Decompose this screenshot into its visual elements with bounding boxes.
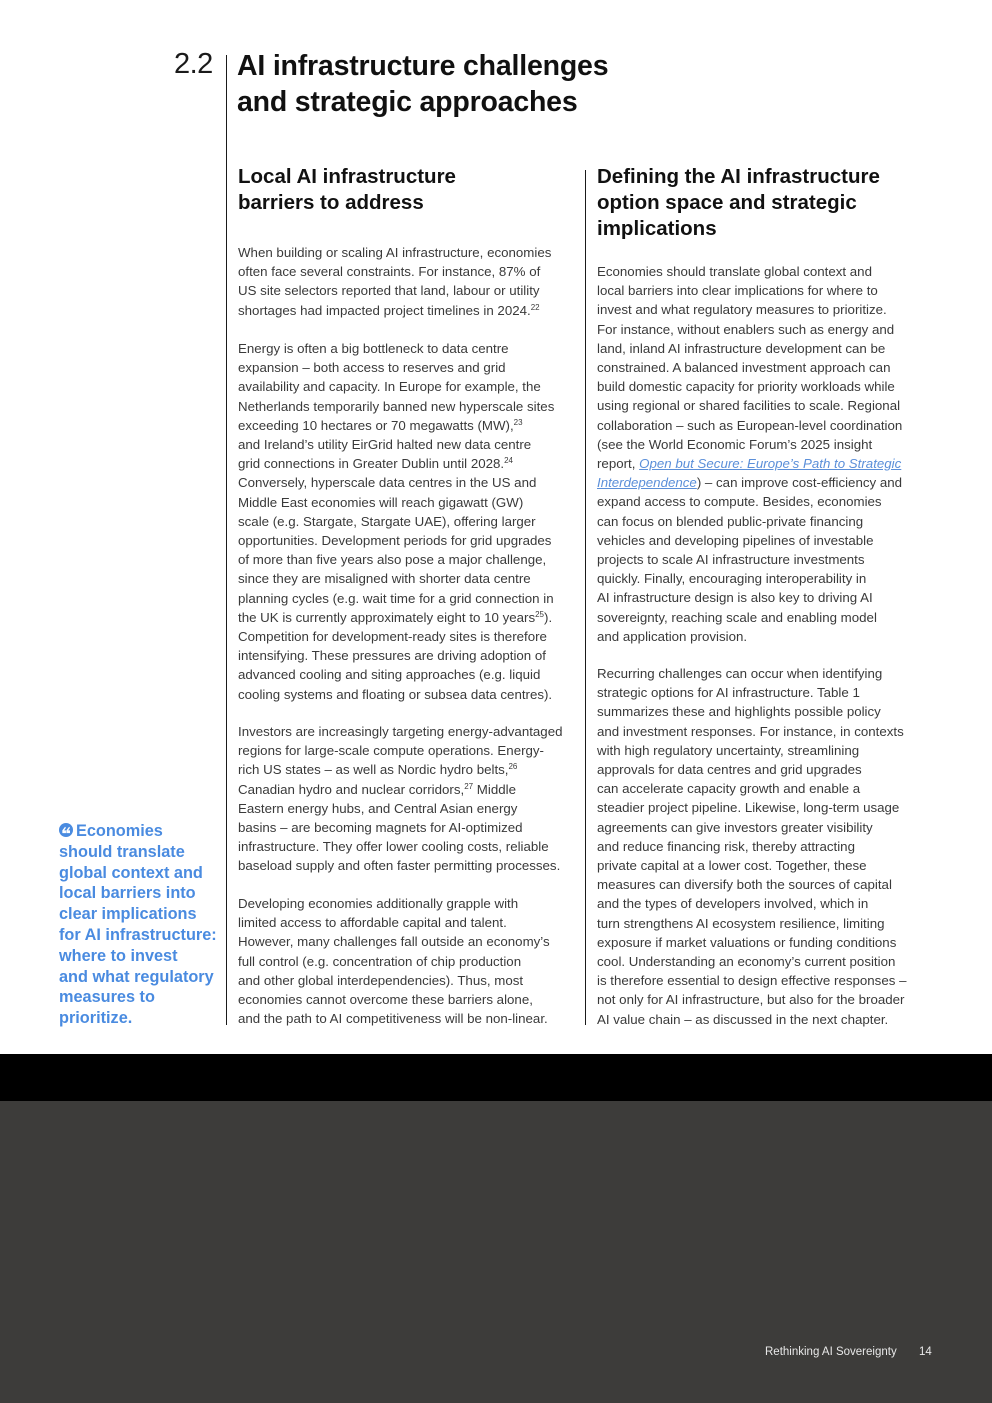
- text-line: exposure if market valuations or funding conditions: [597, 934, 897, 950]
- text-line: collaboration – such as European-level coordination: [597, 417, 903, 433]
- section-title-line: AI infrastructure challenges: [237, 50, 609, 82]
- text-line: However, many challenges fall outside an economy’s: [238, 934, 550, 950]
- text-line: turn strengthens AI ecosystem resilience, limiting: [597, 915, 885, 931]
- text-line: invest and what regulatory measures to prioritize.: [597, 302, 887, 318]
- text-line: basins – are becoming magnets for AI-optimized: [238, 820, 523, 836]
- text-line: full control (e.g. concentration of chip production: [238, 953, 522, 969]
- text-line: Competition for development-ready sites is therefore: [238, 629, 547, 645]
- text: ) – can improve cost-efficiency and: [696, 475, 903, 491]
- text: grid connections in Greater Dublin until 2028.: [238, 456, 505, 472]
- left-paragraph-3: [238, 722, 578, 876]
- text-line: regions for large-scale compute operations. Energy-: [238, 743, 544, 759]
- text-line: vehicles and developing pipelines of investable: [597, 532, 874, 548]
- footnote-ref[interactable]: 27: [464, 781, 474, 791]
- right-paragraph-2: [597, 664, 942, 1029]
- pull-quote-line: [59, 821, 224, 842]
- section-title-line: and strategic approaches: [237, 86, 578, 118]
- text: Economies: [76, 822, 163, 840]
- text: Middle: [473, 781, 516, 797]
- pull-quote-line: should translate: [59, 842, 185, 861]
- heading-line: Defining the AI infrastructure: [597, 165, 880, 188]
- text-line: [238, 454, 578, 473]
- heading-line: implications: [597, 217, 717, 240]
- pull-quote-line: and what regulatory: [59, 967, 214, 986]
- footnote-ref[interactable]: 23: [513, 417, 523, 427]
- text-line: since they are misaligned with shorter data centre: [238, 571, 531, 587]
- quote-icon: [59, 823, 73, 837]
- text-line: agreements can give investors greater visibility: [597, 819, 873, 835]
- left-paragraph-2: [238, 339, 578, 704]
- text-line: Developing economies additionally grapple with: [238, 896, 519, 911]
- text-line: using regional or shared facilities to scale. Regional: [597, 398, 901, 414]
- text-line: scale (e.g. Stargate, Stargate UAE), offering larger: [238, 513, 536, 529]
- text-line: constrained. A balanced investment approach can: [597, 360, 891, 376]
- text-line: and other global interdependencies). Thus, most: [238, 972, 524, 988]
- footnote-ref[interactable]: 25: [535, 609, 545, 619]
- footer-page-number: 14: [919, 1346, 932, 1358]
- column-divider-line: [585, 170, 586, 1025]
- text-line: AI infrastructure design is also key to driving AI: [597, 590, 873, 606]
- left-paragraph-1: [238, 243, 578, 320]
- right-paragraph-1: [597, 262, 942, 646]
- text: report,: [597, 456, 640, 472]
- text-line: limited access to affordable capital and talent.: [238, 915, 507, 931]
- footnote-ref[interactable]: 22: [530, 302, 540, 312]
- text-line: summarizes these and highlights possible policy: [597, 704, 881, 720]
- text-line: intensifying. These pressures are driving adoption of: [238, 648, 546, 664]
- section-number: 2.2: [174, 48, 213, 80]
- text-line: private capital at a lower cost. Together, these: [597, 858, 867, 874]
- text: exceeding 10 hectares or 70 megawatts (MW),: [238, 417, 514, 433]
- text: ).: [544, 609, 553, 625]
- text-line: quickly. Finally, encouraging interoperability in: [597, 571, 867, 587]
- footer-document-title: Rethinking AI Sovereignty: [765, 1346, 897, 1358]
- text: the UK is currently approximately eight to 10 years: [238, 609, 536, 625]
- footnote-ref[interactable]: 26: [508, 762, 518, 772]
- heading-line: option space and strategic: [597, 191, 857, 214]
- text-line: projects to scale AI infrastructure investments: [597, 552, 865, 568]
- text-line: sovereignty, reaching scale and enabling model: [597, 609, 877, 625]
- text-line: (see the World Economic Forum’s 2025 insight: [597, 436, 873, 452]
- left-paragraph-4: [238, 894, 578, 1028]
- text-line: and reduce financing risk, thereby attracting: [597, 838, 855, 854]
- text-line: baseload supply and often faster permitting processes.: [238, 858, 561, 874]
- right-column-heading: [597, 164, 880, 242]
- text-line: can focus on blended public-private financing: [597, 513, 864, 529]
- text-line: advanced cooling and siting approaches (e.g. liquid: [238, 667, 541, 683]
- report-link[interactable]: Interdependence: [597, 475, 697, 491]
- text-line: [238, 780, 578, 799]
- pull-quote-line: where to invest: [59, 946, 178, 965]
- text-line: planning cycles (e.g. wait time for a grid connection in: [238, 590, 554, 606]
- footnote-ref[interactable]: 24: [504, 456, 513, 466]
- text-line: [597, 473, 942, 492]
- report-link[interactable]: Open but Secure: Europe’s Path to Strategic: [639, 456, 902, 472]
- text-line: not only for AI infrastructure, but also for the broader: [597, 992, 905, 1008]
- text-line: [238, 416, 578, 435]
- text-line: land, inland AI infrastructure development can be: [597, 340, 886, 356]
- text-line: availability and capacity. In Europe for example, the: [238, 379, 541, 395]
- left-column-heading: [238, 164, 456, 216]
- text-line: can accelerate capacity growth and enable a: [597, 781, 861, 797]
- text-line: of more than five years also pose a major challenge,: [238, 552, 547, 568]
- text: Canadian hydro and nuclear corridors,: [238, 781, 465, 797]
- text-line: with high regulatory uncertainty, streamlining: [597, 742, 860, 758]
- pull-quote-line: measures to: [59, 988, 155, 1007]
- text-line: and application provision.: [597, 628, 748, 644]
- heading-line: Local AI infrastructure: [238, 165, 456, 188]
- text-line: Energy is often a big bottleneck to data centre: [238, 341, 509, 356]
- section-title: [237, 48, 608, 120]
- text-line: and Ireland’s utility EirGrid halted new data centre: [238, 437, 532, 453]
- black-band: [0, 1054, 992, 1101]
- text-line: is therefore essential to design effective responses –: [597, 973, 907, 989]
- text-line: AI value chain – as discussed in the next chapter.: [597, 1011, 889, 1027]
- text-line: [597, 454, 942, 473]
- pull-quote-line: for AI infrastructure:: [59, 925, 217, 944]
- text-line: cool. Understanding an economy’s current position: [597, 954, 896, 970]
- text-line: Eastern energy hubs, and Central Asian energy: [238, 800, 518, 816]
- text-line: and the types of developers involved, which in: [597, 896, 869, 912]
- text-line: expansion – both access to reserves and grid: [238, 360, 506, 376]
- pull-quote-line: prioritize.: [59, 1009, 133, 1028]
- pull-quote: [59, 821, 224, 1029]
- pull-quote-line: clear implications: [59, 905, 197, 924]
- text-line: US site selectors reported that land, labour or utility: [238, 283, 540, 299]
- text-line: Investors are increasingly targeting energy-advantaged: [238, 724, 563, 739]
- text-line: [238, 760, 578, 779]
- text-line: and the path to AI competitiveness will be non-linear.: [238, 1011, 548, 1027]
- text-line: For instance, without enablers such as energy and: [597, 321, 895, 337]
- text-line: local barriers into clear implications for where to: [597, 283, 878, 299]
- heading-line: barriers to address: [238, 191, 424, 214]
- text-line: When building or scaling AI infrastructure, economies: [238, 245, 552, 260]
- text-line: [238, 301, 578, 320]
- pull-quote-line: local barriers into: [59, 884, 196, 903]
- text-line: measures can diversify both the sources of capital: [597, 877, 892, 893]
- text-line: Netherlands temporarily banned new hyperscale sites: [238, 398, 555, 414]
- text-line: build domestic capacity for priority workloads while: [597, 379, 895, 395]
- text-line: approvals for data centres and grid upgrades: [597, 762, 862, 778]
- text-line: often face several constraints. For instance, 87% of: [238, 264, 541, 280]
- section-divider-line: [226, 55, 227, 1025]
- text-line: and investment responses. For instance, in contexts: [597, 723, 904, 739]
- text-line: economies cannot overcome these barriers alone,: [238, 992, 533, 1008]
- text: shortages had impacted project timelines in 2024.: [238, 302, 531, 318]
- text-line: [238, 608, 578, 627]
- text-line: Conversely, hyperscale data centres in the US and: [238, 475, 537, 491]
- text-line: strategic options for AI infrastructure. Table 1: [597, 685, 860, 701]
- text-line: Economies should translate global context and: [597, 264, 872, 279]
- text-line: steadier project pipeline. Likewise, long-term usage: [597, 800, 900, 816]
- text-line: cooling systems and floating or subsea data centres).: [238, 686, 553, 702]
- text-line: Recurring challenges can occur when identifying: [597, 666, 883, 681]
- text: rich US states – as well as Nordic hydro belts,: [238, 762, 509, 778]
- pull-quote-line: global context and: [59, 863, 203, 882]
- text-line: infrastructure. They offer lower cooling costs, reliable: [238, 839, 549, 855]
- text-line: Middle East economies will reach gigawatt (GW): [238, 494, 524, 510]
- text-line: expand access to compute. Besides, economies: [597, 494, 882, 510]
- text-line: opportunities. Development periods for grid upgrades: [238, 533, 552, 549]
